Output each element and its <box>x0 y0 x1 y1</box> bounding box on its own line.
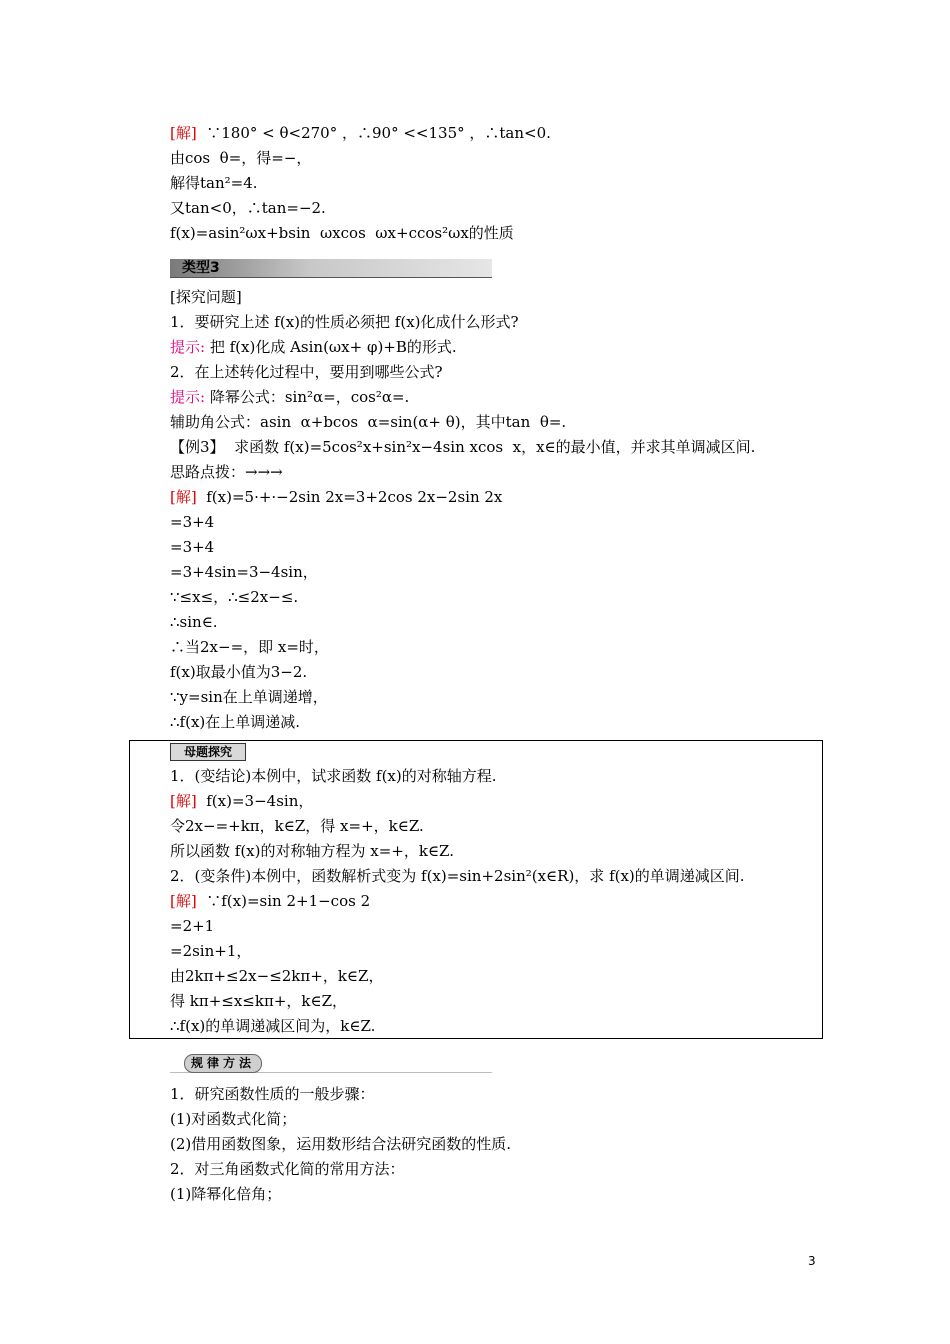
line-text: =3+4sin=3−4sin， <box>170 563 318 581</box>
line-text: (1)降幂化倍角； <box>170 1185 282 1203</box>
text-line <box>170 1184 281 1204</box>
line-text: 令2x−=+kπ，k∈Z，得 x=+，k∈Z. <box>170 817 424 835</box>
solution-label: [解] <box>170 792 197 810</box>
solution-label: [解] <box>170 488 197 506</box>
text-line <box>170 687 328 707</box>
text-line <box>170 1159 405 1179</box>
text-line <box>170 387 409 407</box>
line-text: =2sin+1， <box>170 942 252 960</box>
line-text: =3+4 <box>170 538 215 556</box>
text-line <box>170 662 307 682</box>
line-text: f(x)=3−4sin， <box>196 792 314 810</box>
text-line <box>170 637 329 657</box>
line-text: 辅助角公式：asin α+bcos α=sin(α+ θ)，其中tan θ=. <box>170 413 567 431</box>
line-text: [探究问题] <box>170 288 242 306</box>
text-line <box>170 437 755 457</box>
line-text: =3+4 <box>170 513 215 531</box>
text-line <box>170 587 298 607</box>
line-text: 思路点拨：→→→ <box>170 463 283 481</box>
line-text: f(x)=5·+·−2sin 2x=3+2cos 2x−2sin 2x <box>196 488 503 506</box>
text-line <box>170 312 519 332</box>
page-number: 3 <box>808 1254 816 1268</box>
text-line <box>170 991 347 1011</box>
text-line <box>170 941 251 961</box>
line-text: =2+1 <box>170 917 215 935</box>
line-text: ∴sin∈. <box>170 613 218 631</box>
text-line <box>170 612 218 632</box>
line-text: 把 f(x)化成 Asin(ωx+ φ)+B的形式. <box>205 338 457 356</box>
hint-label: 提示: <box>170 388 206 406</box>
line-text: 1．要研究上述 f(x)的性质必须把 f(x)化成什么形式? <box>170 313 519 331</box>
text-line <box>170 173 258 193</box>
line-text: 由cos θ=，得=−， <box>170 149 312 167</box>
line-text: ∴f(x)的单调递减区间为，k∈Z. <box>170 1017 376 1035</box>
line-text: 降幂公式：sin²α=，cos²α=. <box>205 388 410 406</box>
text-line <box>170 891 370 911</box>
line-text: ∴f(x)在上单调递减. <box>170 713 301 731</box>
text-line <box>170 712 300 732</box>
line-text: 2．对三角函数式化简的常用方法： <box>170 1160 405 1178</box>
type-heading-label: 类型3 <box>182 260 220 276</box>
line-text: 解得tan²=4. <box>170 174 258 192</box>
line-text: ∵≤x≤，∴≤2x−≤. <box>170 588 299 606</box>
line-text: 1．(变结论)本例中，试求函数 f(x)的对称轴方程. <box>170 767 497 785</box>
line-text: f(x)取最小值为3−2. <box>170 663 308 681</box>
type-heading-tag <box>170 259 492 278</box>
hint-label: 提示: <box>170 338 206 356</box>
text-line <box>170 866 745 886</box>
text-line <box>170 412 566 432</box>
text-line <box>170 123 551 143</box>
line-text: 2．(变条件)本例中，函数解析式变为 f(x)=sin+2sin²(x∈R)，求 f(x)的单调递减区间. <box>170 867 745 885</box>
text-line <box>170 512 214 532</box>
text-line <box>170 1134 511 1154</box>
text-line <box>170 487 502 507</box>
text-line <box>170 966 383 986</box>
method-heading-tag <box>170 1054 492 1073</box>
line-text: 【例3】 求函数 f(x)=5cos²x+sin²x−4sin xcos x，x∈的最小值，并求其单调减区间. <box>170 438 756 456</box>
method-heading-label: 规律方法 <box>184 1054 262 1073</box>
line-text: ∴当2x−=，即 x=时， <box>170 638 329 656</box>
line-text: (1)对函数式化简； <box>170 1110 297 1128</box>
text-line <box>170 562 318 582</box>
text-line <box>170 337 457 357</box>
text-line <box>170 462 283 482</box>
line-text: 所以函数 f(x)的对称轴方程为 x=+，k∈Z. <box>170 842 454 860</box>
text-line <box>170 287 242 307</box>
text-line <box>170 916 214 936</box>
text-line <box>170 362 443 382</box>
text-line <box>170 791 313 811</box>
text-line <box>170 1109 296 1129</box>
solution-label: [解] <box>170 124 197 142</box>
text-line <box>170 1084 375 1104</box>
line-text: ∵y=sin在上单调递增， <box>170 688 328 706</box>
text-line <box>170 223 514 243</box>
text-line <box>170 816 424 836</box>
line-text: 由2kπ+≤2x−≤2kπ+，k∈Z， <box>170 967 384 985</box>
text-line <box>170 766 497 786</box>
line-text: 2．在上述转化过程中，要用到哪些公式? <box>170 363 443 381</box>
line-text: 1．研究函数性质的一般步骤： <box>170 1085 375 1103</box>
solution-label: [解] <box>170 892 197 910</box>
text-line <box>170 841 454 861</box>
line-text: ∵180° < θ<270° ，∴90° <<135° ，∴tan<0. <box>196 124 551 142</box>
line-text: f(x)=asin²ωx+bsin ωxcos ωx+ccos²ωx的性质 <box>170 224 514 242</box>
line-text: 得 kπ+≤x≤kπ+，k∈Z， <box>170 992 348 1010</box>
text-line <box>170 198 326 218</box>
line-text: ∵f(x)=sin 2+1−cos 2 <box>196 892 371 910</box>
text-line <box>170 148 311 168</box>
variant-exploration-tag: 母题探究 <box>170 743 246 761</box>
text-line <box>170 1016 375 1036</box>
line-text: 又tan<0，∴tan=−2. <box>170 199 326 217</box>
text-line <box>170 537 214 557</box>
line-text: (2)借用函数图象，运用数形结合法研究函数的性质. <box>170 1135 512 1153</box>
